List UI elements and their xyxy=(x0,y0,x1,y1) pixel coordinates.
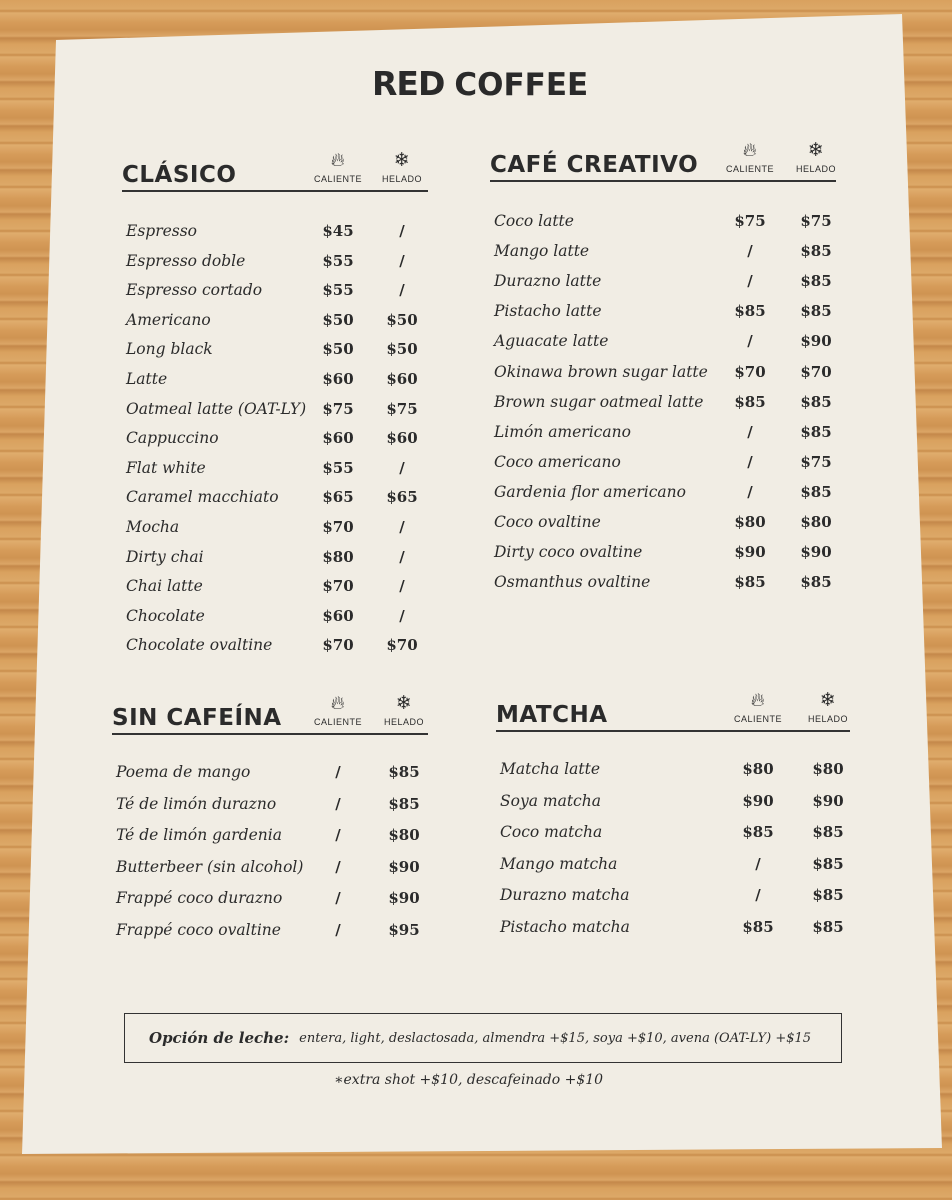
cold-column-header xyxy=(372,151,432,184)
cold-column-header xyxy=(374,694,434,727)
menu-item-row xyxy=(122,488,428,512)
hot-price: / xyxy=(747,272,753,291)
hot-price: $75 xyxy=(322,399,354,418)
item-name: Americano xyxy=(126,310,211,329)
menu-item-row xyxy=(490,332,836,356)
section-cafe-creativo xyxy=(490,142,836,603)
cold-price: $85 xyxy=(812,854,844,873)
section-title: MATCHA xyxy=(496,702,608,728)
item-name: Okinawa brown sugar latte xyxy=(494,362,708,381)
milk-options-text: entera, light, deslactosada, almendra +$15, soya +$10, avena (OAT-LY) +$15 xyxy=(299,1030,812,1046)
cold-price: $80 xyxy=(388,826,420,844)
cold-price: / xyxy=(399,518,405,536)
extras-note: ∗extra shot +$10, descafeinado +$10 xyxy=(334,1072,604,1088)
item-name: Mango matcha xyxy=(500,854,618,873)
hot-price: $85 xyxy=(742,823,774,841)
item-name: Durazno latte xyxy=(494,272,602,291)
cold-price: $90 xyxy=(800,543,832,562)
cold-price: $85 xyxy=(800,392,832,411)
hot-label: CALIENTE xyxy=(725,164,774,174)
item-name: Coco americano xyxy=(494,452,621,471)
item-name: Pistacho latte xyxy=(494,302,602,321)
item-name: Coco ovaltine xyxy=(494,513,601,531)
menu-item-row xyxy=(122,548,428,572)
item-name: Mango latte xyxy=(494,242,590,261)
item-list xyxy=(496,760,850,949)
item-name: Dirty chai xyxy=(126,547,204,566)
hot-price: $70 xyxy=(322,636,354,655)
hot-price: $70 xyxy=(322,518,354,536)
snowflake-icon: ❄ xyxy=(393,150,411,171)
cold-price: $80 xyxy=(800,513,832,531)
item-name: Matcha latte xyxy=(500,760,601,778)
hot-price: $75 xyxy=(734,212,766,230)
cold-price: / xyxy=(399,458,405,477)
menu-item-row xyxy=(122,429,428,453)
cold-price: / xyxy=(399,606,405,625)
snowflake-icon: ❄ xyxy=(395,693,413,714)
hot-price: / xyxy=(747,482,753,501)
snowflake-icon: ❄ xyxy=(819,690,837,711)
cold-price: / xyxy=(399,222,405,240)
item-name: Frappé coco durazno xyxy=(116,889,283,907)
item-name: Osmanthus ovaltine xyxy=(494,573,651,592)
section-header xyxy=(490,142,836,182)
item-name: Oatmeal latte (OAT-LY) xyxy=(126,399,307,418)
hot-price: $85 xyxy=(734,392,766,411)
menu-item-row xyxy=(122,370,428,394)
hot-price: $50 xyxy=(322,310,354,329)
hot-price: $85 xyxy=(742,917,774,936)
hot-price: / xyxy=(747,242,753,261)
item-name: Espresso xyxy=(126,222,198,240)
cold-price: $60 xyxy=(386,370,418,388)
item-name: Cappuccino xyxy=(126,429,219,448)
hot-price: $45 xyxy=(322,222,354,240)
item-name: Coco matcha xyxy=(500,823,603,841)
cold-price: $60 xyxy=(386,429,418,448)
hot-price: $85 xyxy=(734,573,766,592)
menu-item-row xyxy=(490,453,836,477)
hot-price: / xyxy=(747,422,753,441)
flame-icon: 🔥︎ xyxy=(330,150,346,171)
menu-item-row xyxy=(122,400,428,424)
cold-price: $85 xyxy=(388,794,420,813)
cold-price: $75 xyxy=(386,399,418,418)
hot-price: / xyxy=(335,857,341,876)
item-name: Chai latte xyxy=(126,577,203,596)
menu-item-row xyxy=(112,858,428,882)
menu-item-row xyxy=(122,222,428,246)
hot-label: CALIENTE xyxy=(733,714,782,724)
menu-item-row xyxy=(122,281,428,305)
menu-item-row xyxy=(490,242,836,266)
section-title: SIN CAFEÍNA xyxy=(112,705,282,731)
hot-column-header xyxy=(720,141,780,174)
hot-price: $70 xyxy=(322,577,354,596)
hot-price: $90 xyxy=(734,543,766,562)
hot-column-header xyxy=(728,691,788,724)
menu-item-row xyxy=(490,423,836,447)
menu-item-row xyxy=(122,252,428,276)
brand-logo xyxy=(372,64,588,103)
section-matcha xyxy=(496,692,850,949)
cold-label: HELADO xyxy=(807,714,848,724)
hot-price: / xyxy=(335,826,341,844)
section-clasico xyxy=(122,152,428,666)
menu-item-row xyxy=(496,855,850,879)
item-list xyxy=(490,212,836,603)
cold-label: HELADO xyxy=(795,164,836,174)
milk-options-label: Opción de leche: xyxy=(149,1029,290,1047)
item-name: Durazno matcha xyxy=(500,886,630,904)
hot-price: / xyxy=(335,794,341,813)
cold-column-header xyxy=(798,691,858,724)
item-name: Gardenia flor americano xyxy=(494,482,686,501)
cold-price: $50 xyxy=(386,340,418,359)
hot-price: $55 xyxy=(322,251,354,270)
section-header xyxy=(496,692,850,732)
item-name: Frappé coco ovaltine xyxy=(116,920,281,939)
snowflake-icon: ❄ xyxy=(807,140,825,161)
item-list xyxy=(122,222,428,666)
hot-price: / xyxy=(335,763,341,781)
menu-item-row xyxy=(490,513,836,537)
cold-price: $50 xyxy=(386,310,418,329)
menu-item-row xyxy=(490,212,836,236)
cold-price: $95 xyxy=(388,920,420,939)
menu-item-row xyxy=(112,763,428,787)
item-name: Soya matcha xyxy=(500,791,601,810)
hot-price: $60 xyxy=(322,606,354,625)
menu-item-row xyxy=(122,459,428,483)
cold-price: $90 xyxy=(812,791,844,810)
hot-price: $50 xyxy=(322,340,354,359)
hot-price: $55 xyxy=(322,281,354,300)
menu-item-row xyxy=(122,577,428,601)
item-name: Pistacho matcha xyxy=(500,917,630,936)
item-name: Té de limón durazno xyxy=(116,794,277,813)
cold-price: $85 xyxy=(800,573,832,592)
item-name: Espresso cortado xyxy=(126,281,263,300)
hot-price: $55 xyxy=(322,458,354,477)
hot-price: / xyxy=(747,332,753,351)
item-name: Long black xyxy=(126,340,213,359)
flame-icon: 🔥︎ xyxy=(742,140,758,161)
menu-item-row xyxy=(112,795,428,819)
cold-price: $85 xyxy=(812,823,844,841)
menu-item-row xyxy=(490,302,836,326)
menu-item-row xyxy=(122,311,428,335)
cold-price: $70 xyxy=(386,636,418,655)
cold-price: $85 xyxy=(388,763,420,781)
hot-label: CALIENTE xyxy=(313,174,362,184)
section-header xyxy=(122,152,428,192)
hot-price: / xyxy=(335,889,341,907)
hot-column-header xyxy=(308,694,368,727)
cold-price: $85 xyxy=(800,242,832,261)
cold-price: $85 xyxy=(800,422,832,441)
item-name: Limón americano xyxy=(494,422,631,441)
item-name: Dirty coco ovaltine xyxy=(494,543,643,562)
hot-price: $80 xyxy=(734,513,766,531)
hot-price: $80 xyxy=(742,760,774,778)
cold-label: HELADO xyxy=(381,174,422,184)
cold-label: HELADO xyxy=(383,717,424,727)
hot-price: / xyxy=(755,854,761,873)
item-name: Brown sugar oatmeal latte xyxy=(494,392,704,411)
hot-column-header xyxy=(308,151,368,184)
brand-coffee: COFFEE xyxy=(454,67,589,103)
hot-price: $85 xyxy=(734,302,766,321)
menu-item-row xyxy=(122,607,428,631)
hot-price: $60 xyxy=(322,370,354,388)
menu-item-row xyxy=(112,889,428,913)
cold-price: $85 xyxy=(800,272,832,291)
hot-price: $70 xyxy=(734,362,766,381)
menu-item-row xyxy=(490,393,836,417)
menu-item-row xyxy=(490,483,836,507)
menu-item-row xyxy=(496,760,850,784)
menu-item-row xyxy=(122,340,428,364)
hot-price: / xyxy=(335,920,341,939)
item-name: Flat white xyxy=(126,458,206,477)
cold-price: $75 xyxy=(800,452,832,471)
menu-item-row xyxy=(122,518,428,542)
flame-icon: 🔥︎ xyxy=(750,690,766,711)
section-title: CAFÉ CREATIVO xyxy=(490,152,699,178)
menu-item-row xyxy=(122,636,428,660)
hot-price: $90 xyxy=(742,791,774,810)
item-list xyxy=(112,763,428,952)
cold-price: $85 xyxy=(812,886,844,904)
menu-item-row xyxy=(496,918,850,942)
item-name: Poema de mango xyxy=(116,763,251,781)
item-name: Caramel macchiato xyxy=(126,488,279,507)
cold-column-header xyxy=(786,141,846,174)
cold-price: / xyxy=(399,281,405,300)
cold-price: / xyxy=(399,577,405,596)
cold-price: $90 xyxy=(388,889,420,907)
menu-item-row xyxy=(490,272,836,296)
hot-price: / xyxy=(755,886,761,904)
item-name: Espresso doble xyxy=(126,251,246,270)
menu-item-row xyxy=(496,886,850,910)
hot-price: $80 xyxy=(322,547,354,566)
cold-price: $80 xyxy=(812,760,844,778)
cold-price: $70 xyxy=(800,362,832,381)
flame-icon: 🔥︎ xyxy=(330,693,346,714)
item-name: Latte xyxy=(126,370,168,388)
section-title: CLÁSICO xyxy=(122,162,237,188)
menu-item-row xyxy=(112,826,428,850)
milk-options-box xyxy=(124,1013,842,1063)
item-name: Mocha xyxy=(126,518,180,536)
menu-item-row xyxy=(490,573,836,597)
cold-price: / xyxy=(399,547,405,566)
cold-price: $90 xyxy=(388,857,420,876)
item-name: Coco latte xyxy=(494,212,574,230)
brand-red: RED xyxy=(372,64,445,103)
cold-price: $65 xyxy=(386,488,418,507)
hot-price: $60 xyxy=(322,429,354,448)
hot-price: $65 xyxy=(322,488,354,507)
menu-item-row xyxy=(496,792,850,816)
item-name: Chocolate ovaltine xyxy=(126,636,273,655)
menu-item-row xyxy=(496,823,850,847)
cold-price: $90 xyxy=(800,332,832,351)
menu-item-row xyxy=(490,543,836,567)
hot-price: / xyxy=(747,452,753,471)
item-name: Butterbeer (sin alcohol) xyxy=(116,857,304,876)
hot-label: CALIENTE xyxy=(313,717,362,727)
cold-price: $85 xyxy=(800,302,832,321)
menu-item-row xyxy=(112,921,428,945)
section-sin-cafeina xyxy=(112,695,428,952)
cold-price: $75 xyxy=(800,212,832,230)
item-name: Aguacate latte xyxy=(494,332,609,351)
item-name: Chocolate xyxy=(126,606,205,625)
item-name: Té de limón gardenia xyxy=(116,826,282,844)
cold-price: / xyxy=(399,251,405,270)
cold-price: $85 xyxy=(800,482,832,501)
section-header xyxy=(112,695,428,735)
menu-item-row xyxy=(490,363,836,387)
cold-price: $85 xyxy=(812,917,844,936)
